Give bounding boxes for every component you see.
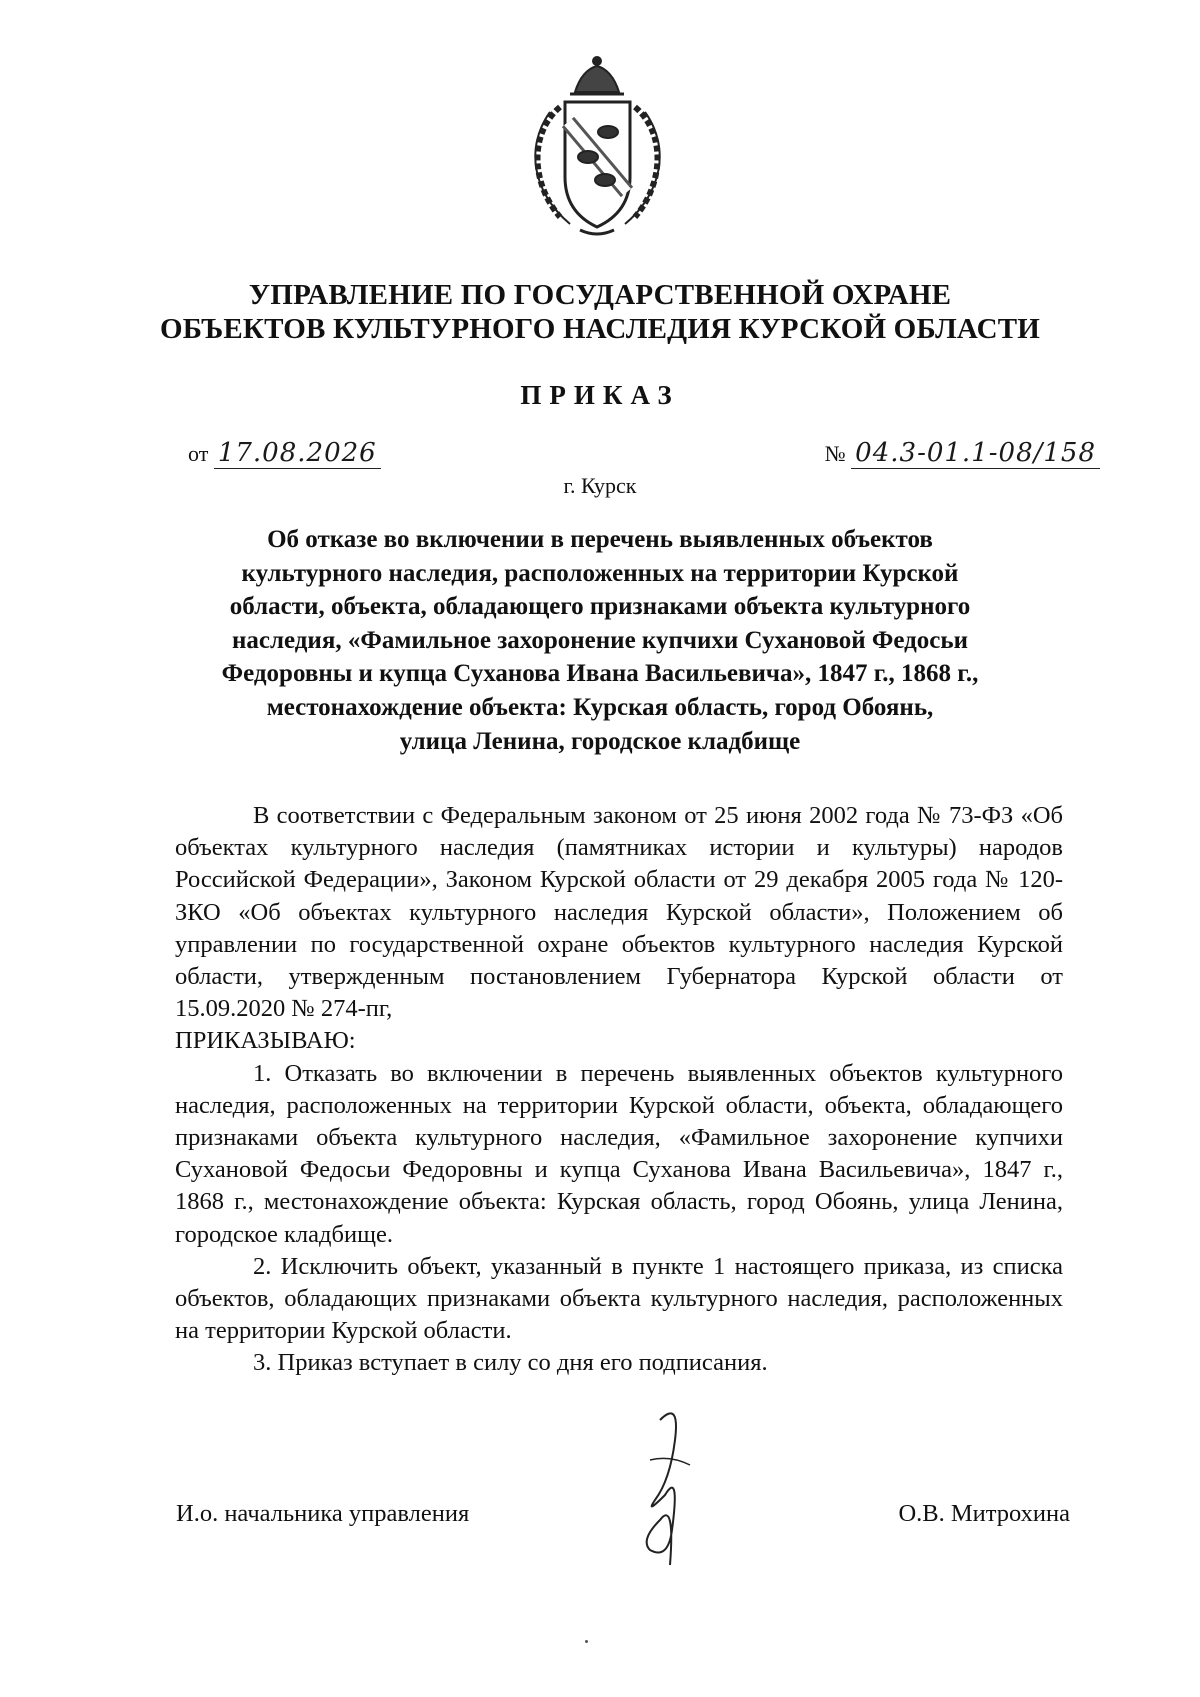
subject-line: культурного наследия, расположенных на территории Курской bbox=[241, 559, 959, 587]
number-value: 04.3-01.1-08/158 bbox=[851, 438, 1100, 469]
number-prefix: № bbox=[824, 441, 846, 466]
order-item-2: 2. Исключить объект, указанный в пункте 1 настоящего приказа, из списка объектов, обладающих признаками объекта культурного наследия, расположенных на территории Курской области. bbox=[175, 1252, 1063, 1345]
document-subject bbox=[180, 523, 1020, 758]
signatory-position: И.о. начальника управления bbox=[176, 1500, 470, 1527]
organization-line-2: ОБЪЕКТОВ КУЛЬТУРНОГО НАСЛЕДИЯ КУРСКОЙ ОБЛАСТИ bbox=[159, 313, 1041, 345]
subject-line: местонахождение объекта: Курская область, город Обоянь, bbox=[266, 693, 934, 721]
preamble-paragraph: В соответствии с Федеральным законом от 25 июня 2002 года № 73-ФЗ «Об объектах культурного наследия (памятниках истории и культуры) народов Российской Федерации», Законом Курской области от 29 декабря 2005 года № 120-ЗКО «Об объектах культурного наследия Курской области», Положением об управлении по государственной охране объектов культурного наследия Курской области, утвержденным постановлением Губернатора Курской области от 15.09.2020 № 274-пг, bbox=[175, 802, 1063, 1023]
subject-line: улица Ленина, городское кладбище bbox=[399, 727, 801, 755]
document-body bbox=[175, 800, 1063, 1380]
signatory-name: О.В. Митрохина bbox=[898, 1500, 1070, 1527]
subject-line: области, объекта, обладающего признаками объекта культурного bbox=[229, 593, 971, 621]
date-prefix: от bbox=[188, 441, 209, 466]
coat-of-arms-icon bbox=[520, 52, 675, 242]
page-mark bbox=[585, 1640, 588, 1643]
date-row bbox=[188, 438, 381, 468]
document-type: ПРИКАЗ bbox=[520, 380, 680, 410]
city: г. Курск bbox=[563, 473, 637, 498]
order-item-3: 3. Приказ вступает в силу со дня его подписания. bbox=[253, 1349, 768, 1377]
organization-name bbox=[0, 278, 1200, 346]
order-word: ПРИКАЗЫВАЮ: bbox=[175, 1027, 356, 1055]
date-value: 17.08.2026 bbox=[214, 438, 381, 469]
number-row bbox=[825, 438, 1100, 468]
subject-line: Об отказе во включении в перечень выявленных объектов bbox=[267, 526, 933, 553]
signature-icon bbox=[620, 1400, 720, 1570]
order-item-1: 1. Отказать во включении в перечень выявленных объектов культурного наследия, расположенных на территории Курской области, объекта, обладающего признаками объекта культурного наследия, «Фамильное захоронение купчихи Сухановой Федосьи Федоровны и купца Суханова Ивана Васильевича», 1847 г., 1868 г., местонахождение объекта: Курская область, город Обоянь, улица Ленина, городское кладбище. bbox=[175, 1059, 1063, 1248]
subject-line: наследия, «Фамильное захоронение купчихи Сухановой Федосьи bbox=[231, 626, 968, 654]
organization-line-1: УПРАВЛЕНИЕ ПО ГОСУДАРСТВЕННОЙ ОХРАНЕ bbox=[248, 279, 952, 311]
subject-line: Федоровны и купца Суханова Ивана Васильевича», 1847 г., 1868 г., bbox=[221, 660, 979, 688]
